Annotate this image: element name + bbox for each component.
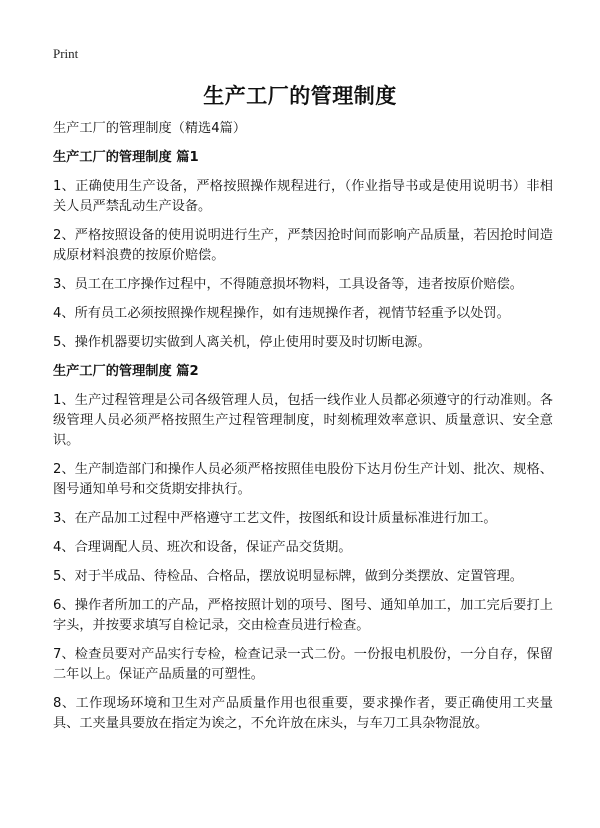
document-subtitle: 生产工厂的管理制度（精选4篇）: [53, 121, 247, 136]
section-1-item-2: 2、严格按照设备的使用说明进行生产，严禁因抢时间而影响产品质量，若因抢时间造成原材料浪费的按原价赔偿。: [53, 228, 553, 263]
section-heading-1: 生产工厂的管理制度 篇1: [53, 150, 199, 165]
section-1-item-3: 3、员工在工序操作过程中，不得随意损坏物料，工具设备等，违者按原价赔偿。: [53, 277, 523, 292]
document-title: 生产工厂的管理制度: [203, 84, 397, 108]
document-body: [53, 119, 553, 743]
section-2-item-3: 3、在产品加工过程中严格遵守工艺文件，按图纸和设计质量标准进行加工。: [53, 511, 497, 526]
section-1-item-4: 4、所有员工必须按照操作规程操作，如有违规操作者，视情节轻重予以处罚。: [53, 306, 510, 321]
section-2-item-5: 5、对于半成品、待检品、合格品，摆放说明显标牌，做到分类摆放、定置管理。: [53, 569, 523, 584]
section-heading-2: 生产工厂的管理制度 篇2: [53, 364, 199, 379]
section-2-item-8: 8、工作现场环境和卫生对产品质量作用也很重要，要求操作者，要正确使用工夹量具、工夹量具要放在指定为诶之，不允许放在床头，与车刀工具杂物混放。: [53, 696, 553, 731]
section-2-item-1: 1、生产过程管理是公司各级管理人员，包括一线作业人员都必须遵守的行动准则。各级管理人员必须严格按照生产过程管理制度，时刻梳理效率意识、质量意识、安全意识。: [53, 393, 553, 448]
section-2-item-7: 7、检查员要对产品实行专检，检查记录一式二份。一份报电机股份，一分自存，保留二年以上。保证产品质量的可塑性。: [53, 647, 553, 682]
section-2-item-2: 2、生产制造部门和操作人员必须严格按照佳电股份下达月份生产计划、批次、规格、图号通知单号和交货期安排执行。: [53, 462, 553, 497]
print-link[interactable]: Print: [53, 46, 79, 61]
section-1-item-1: 1、正确使用生产设备，严格按照操作规程进行，（作业指导书或是使用说明书）非相关人员严禁乱动生产设备。: [53, 179, 553, 214]
section-2-item-6: 6、操作者所加工的产品，严格按照计划的项号、图号、通知单加工，加工完后要打上字头，并按要求填写自检记录，交由检查员进行检查。: [53, 598, 553, 633]
section-1-item-5: 5、操作机器要切实做到人离关机，停止使用时要及时切断电源。: [53, 335, 431, 350]
section-2-item-4: 4、合理调配人员、班次和设备，保证产品交货期。: [53, 540, 352, 555]
